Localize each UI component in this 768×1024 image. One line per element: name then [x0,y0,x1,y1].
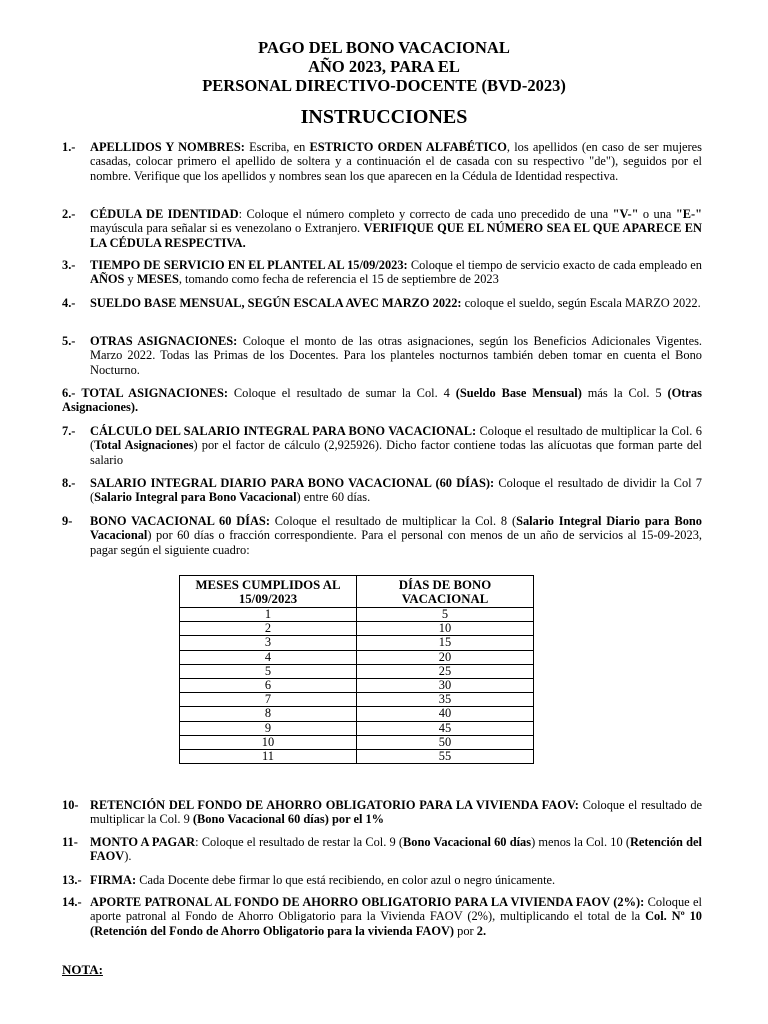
item-number: 8.- [62,476,76,490]
item-label: CÁLCULO DEL SALARIO INTEGRAL PARA BONO VACACIONAL: [90,424,477,438]
item-text: o una [638,207,676,221]
table-cell-months: 3 [180,636,357,650]
instruction-item-3 [62,258,702,287]
table-cell-days: 40 [357,707,534,721]
table-cell-months: 6 [180,678,357,692]
item-text: Escriba, en [244,140,310,154]
item-text: por [454,923,477,938]
item-text: Coloque el monto de las otras asignaciones, según los Beneficios Adicionales Vigentes. Marzo 2022. Todas las Primas de los Docentes. Para los planteles nocturnos también deben tomar en cuenta el Bono Nocturno. [90,334,703,377]
table-row [180,636,534,650]
instruction-item-10 [62,798,702,827]
item-number: 13.- [62,873,82,887]
table-cell-days: 20 [357,650,534,664]
instruction-item-9 [62,514,702,557]
instruction-item-14 [62,895,702,938]
instruction-item-5 [62,334,702,377]
table-row [180,608,534,622]
item-text: Coloque el resultado de dividir la Col 7 ( [90,476,702,505]
item-label: SALARIO INTEGRAL DIARIO PARA BONO VACACIONAL (60 DÍAS): [90,476,495,490]
item-text: Coloque el resultado de multiplicar la Col. 6 ( [90,424,702,453]
item-emphasis: 2. [476,923,487,938]
item-number: 10- [62,798,79,812]
table-cell-days: 35 [357,693,534,707]
item-number: 14.- [62,895,82,909]
instruction-item-2 [62,207,702,250]
title-line-1: PAGO DEL BONO VACACIONAL [258,38,510,57]
item-emphasis: AÑOS [90,272,125,287]
item-emphasis: Bono Vacacional 60 días [403,835,532,849]
item-emphasis: ESTRICTO ORDEN ALFABÉTICO [309,140,507,154]
item-emphasis: Total Asignaciones [94,438,194,453]
title-line-3: PERSONAL DIRECTIVO-DOCENTE (BVD-2023) [202,76,566,95]
item-emphasis: Retención del FAOV [90,835,702,864]
table-cell-days: 50 [357,735,534,749]
item-label: RETENCIÓN DEL FONDO DE AHORRO OBLIGATORIO PARA LA VIVIENDA FAOV: [90,798,579,812]
item-number: 5.- [62,334,76,348]
item-emphasis: MESES [136,272,179,287]
item-number: 3.- [62,258,76,272]
item-text: ) menos la Col. 10 ( [531,835,630,849]
item-label: BONO VACACIONAL 60 DÍAS: [90,514,270,528]
item-text: y [124,272,137,287]
table-cell-days: 10 [357,622,534,636]
table-cell-months: 9 [180,721,357,735]
item-emphasis: "V-" [612,207,639,221]
table-row [180,735,534,749]
table-row [180,678,534,692]
table-header-row [180,576,534,608]
item-text: Coloque el resultado de multiplicar la Col. 8 ( [269,514,517,528]
item-label: OTRAS ASIGNACIONES: [90,334,238,348]
nota-label: NOTA: [62,962,103,977]
item-emphasis: "E-" [675,207,702,221]
item-emphasis: (Otras Asignaciones). [62,386,702,415]
table-row [180,622,534,636]
table-cell-months: 7 [180,693,357,707]
item-text: coloque el sueldo, según Escala MARZO 2022. [461,296,701,310]
item-number: 1.- [62,140,76,154]
item-text: ) por el factor de cálculo (2,925926). Dicho factor contiene todas las alícuotas que forman parte del salario [90,438,702,467]
table-cell-days: 30 [357,678,534,692]
item-label: TOTAL ASIGNACIONES: [81,386,228,400]
item-text: ) por 60 días o fracción correspondiente. Para el personal con menos de un año de servicios al 15-09-2023, pagar según el siguiente cuadro: [90,528,702,557]
item-label: APORTE PATRONAL AL FONDO DE AHORRO OBLIGATORIO PARA LA VIVIENDA FAOV (2%): [90,895,645,909]
instruction-item-7 [62,424,702,467]
item-text: : Coloque el resultado de restar la Col. 9 ( [195,835,404,849]
item-text: , tomando como fecha de referencia el 15 de septiembre de 2023 [178,272,499,287]
table-cell-months: 2 [180,622,357,636]
table-row [180,721,534,735]
table-cell-months: 4 [180,650,357,664]
item-number: 9- [62,514,73,528]
item-label: MONTO A PAGAR [90,835,196,849]
item-label: FIRMA: [90,873,137,887]
item-number: 11- [62,835,78,849]
item-text: Cada Docente debe firmar lo que está recibiendo, en color azul o negro únicamente. [136,873,556,887]
item-text: , los apellidos (en caso de ser mujeres casadas, colocar primero el apellido de soltera y a continuación el de casada con su respectivo "de"), seguidos por el nombre. Verifique que los apellidos y nombres sean los que aparecen en la Cédula de Identidad respectiva. [90,140,702,183]
table-row [180,650,534,664]
item-emphasis: VERIFIQUE QUE EL NÚMERO SEA EL QUE APARECE EN LA CÉDULA RESPECTIVA. [90,221,702,250]
item-emphasis: Salario Integral para Bono Vacacional [94,490,297,505]
table-cell-days: 55 [357,749,534,763]
instruction-item-4 [62,296,702,310]
item-label: APELLIDOS Y NOMBRES: [90,140,245,154]
instruction-item-13 [62,873,702,887]
table-cell-months: 5 [180,664,357,678]
item-emphasis: Col. Nº 10 (Retención del Fondo de Ahorro Obligatorio para la vivienda FAOV) [90,909,702,938]
item-text: Coloque el tiempo de servicio exacto de cada empleado en [407,258,702,272]
item-text: Coloque el aporte patronal al Fondo de Ahorro Obligatorio para la Vivienda FAOV (2%), multiplicando el total de la [90,895,702,924]
table-cell-months: 1 [180,608,357,622]
item-emphasis: (Bono Vacacional 60 días) por el 1% [192,812,385,827]
item-number: 4.- [62,296,76,310]
instruction-item-1 [62,140,702,183]
item-text: más la Col. 5 [581,386,668,400]
instructions-heading: INSTRUCCIONES [300,106,468,128]
item-number: 7.- [62,424,76,438]
bono-days-table [179,575,534,764]
item-text: mayúscula para señalar si es venezolano o Extranjero. [90,221,364,236]
instruction-item-6 [62,386,702,415]
table-cell-days: 45 [357,721,534,735]
table-row [180,707,534,721]
item-label: TIEMPO DE SERVICIO EN EL PLANTEL AL 15/09/2023: [90,258,408,272]
instruction-item-8 [62,476,702,505]
item-text: ). [124,849,132,864]
table-cell-months: 8 [180,707,357,721]
table-header-months: MESES CUMPLIDOS AL 15/09/2023 [180,576,357,608]
table-cell-months: 10 [180,735,357,749]
title-line-2: AÑO 2023, PARA EL [308,57,460,76]
table-row [180,749,534,763]
item-label: CÉDULA DE IDENTIDAD [90,207,239,221]
item-text: Coloque el resultado de sumar la Col. 4 [227,386,456,400]
item-number: 2.- [62,207,76,221]
table-cell-days: 25 [357,664,534,678]
table-header-days: DÍAS DE BONO VACACIONAL [357,576,534,608]
instruction-item-11 [62,835,702,864]
item-text: : Coloque el número completo y correcto de cada uno precedido de una [238,207,613,221]
table-cell-days: 15 [357,636,534,650]
item-number: 6.- [62,386,76,400]
item-label: SUELDO BASE MENSUAL, SEGÚN ESCALA AVEC MARZO 2022: [90,296,462,310]
item-emphasis: (Sueldo Base Mensual) [455,386,582,400]
item-emphasis: Salario Integral Diario para Bono Vacacional [90,514,702,543]
document-title [0,38,768,95]
table-row [180,664,534,678]
table-cell-days: 5 [357,608,534,622]
item-text: ) entre 60 días. [296,490,371,505]
table-cell-months: 11 [180,749,357,763]
item-text: Coloque el resultado de multiplicar la Col. 9 [90,798,703,827]
table-row [180,693,534,707]
